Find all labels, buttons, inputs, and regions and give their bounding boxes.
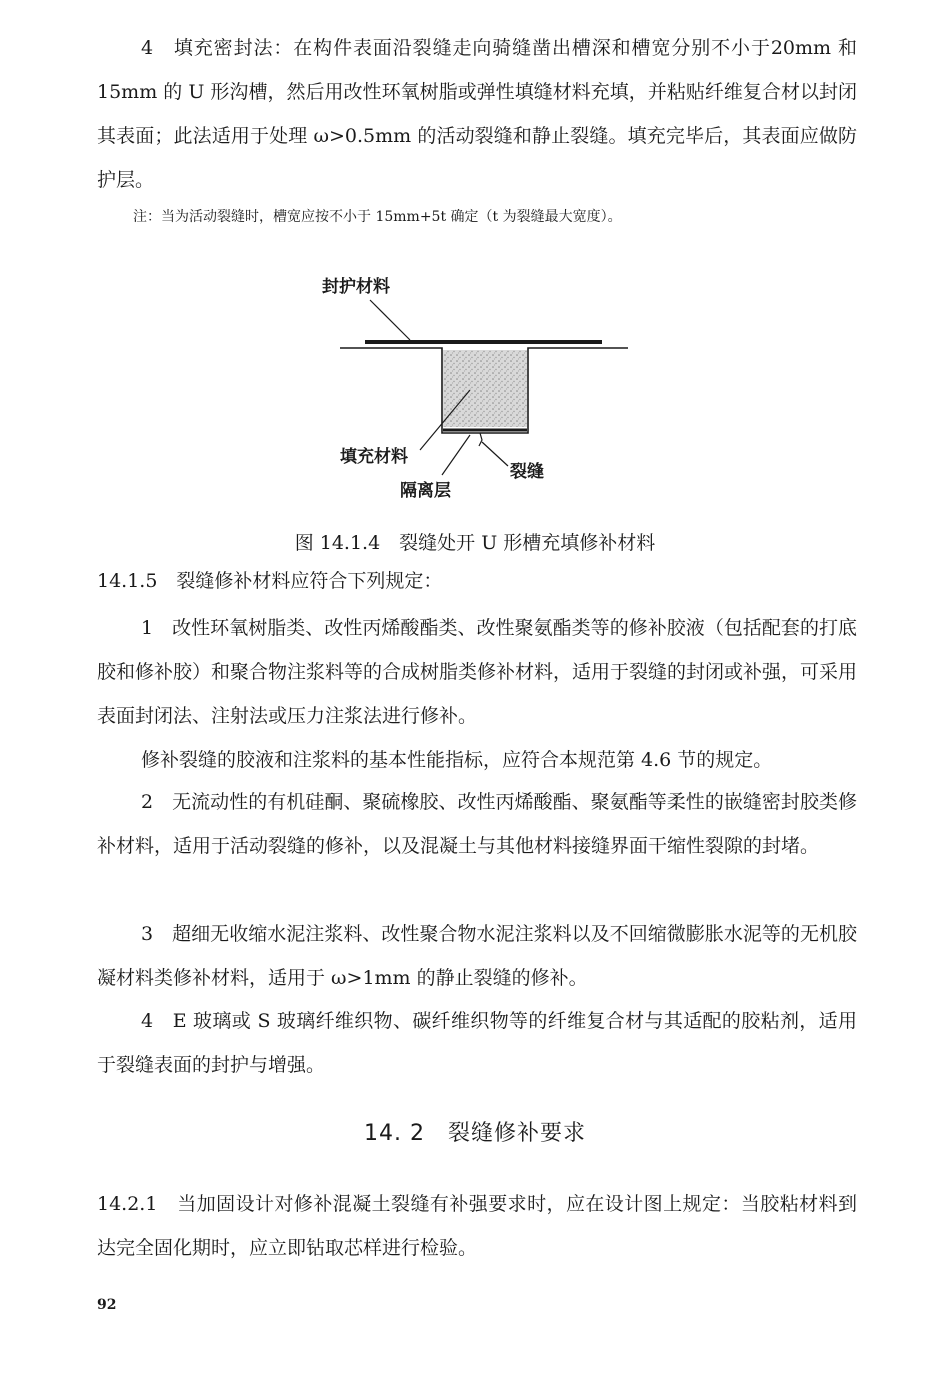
crack <box>479 433 482 446</box>
fill-material <box>443 350 527 427</box>
item-4: 4 E 玻璃或 S 玻璃纤维织物、碳纤维织物等的纤维复合材与其适配的胶粘剂，适用于裂缝表面的封护与增强。 <box>97 1010 857 1076</box>
label-isolation: 隔离层 <box>400 481 451 501</box>
item-1-note: 修补裂缝的胶液和注浆料的基本性能指标，应符合本规范第 4.6 节的规定。 <box>141 749 773 771</box>
item-1: 1 改性环氧树脂类、改性丙烯酸酯类、改性聚氨酯类等的修补胶液（包括配套的打底胶和修补胶）和聚合物注浆料等的合成树脂类修补材料，适用于裂缝的封闭或补强，可采用表面封闭法、注射法或压力注浆法进行修补。 <box>97 617 858 727</box>
figure-caption: 图 14.1.4 裂缝处开 U 形槽充填修补材料 <box>294 532 656 554</box>
section-title: 14. 2 裂缝修补要求 <box>364 1121 586 1146</box>
label-seal: 封护材料 <box>322 277 390 297</box>
paragraph-fill-method: 4 填充密封法：在构件表面沿裂缝走向骑缝凿出槽深和槽宽分别不小于20mm 和 15mm 的 U 形沟槽，然后用改性环氧树脂或弹性填缝材料充填，并粘贴纤维复合材以封闭其表面；此法适用于处理 ω>0.5mm 的活动裂缝和静止裂缝。填充完毕后，其表面应做防护层。 <box>97 37 857 191</box>
page-number: 92 <box>97 1297 117 1313</box>
u-groove-figure <box>322 270 630 510</box>
item-3: 3 超细无收缩水泥注浆料、改性聚合物水泥注浆料以及不回缩微膨胀水泥等的无机胶凝材料类修补材料，适用于 ω>1mm 的静止裂缝的修补。 <box>97 923 857 989</box>
clause-14-1-5: 14.1.5 裂缝修补材料应符合下列规定： <box>97 570 443 592</box>
label-fill: 填充材料 <box>340 447 408 467</box>
clause-14-2-1: 14.2.1 当加固设计对修补混凝土裂缝有补强要求时，应在设计图上规定：当胶粘材料到达完全固化期时，应立即钻取芯样进行检验。 <box>97 1193 857 1259</box>
item-2: 2 无流动性的有机硅酮、聚硫橡胶、改性丙烯酸酯、聚氨酯等柔性的嵌缝密封胶类修补材料，适用于活动裂缝的修补，以及混凝土与其他材料接缝界面干缩性裂隙的封堵。 <box>97 791 857 857</box>
label-crack: 裂缝 <box>510 462 544 482</box>
note-text: 注：当为活动裂缝时，槽宽应按不小于 15mm+5t 确定（t 为裂缝最大宽度）。 <box>133 209 622 225</box>
